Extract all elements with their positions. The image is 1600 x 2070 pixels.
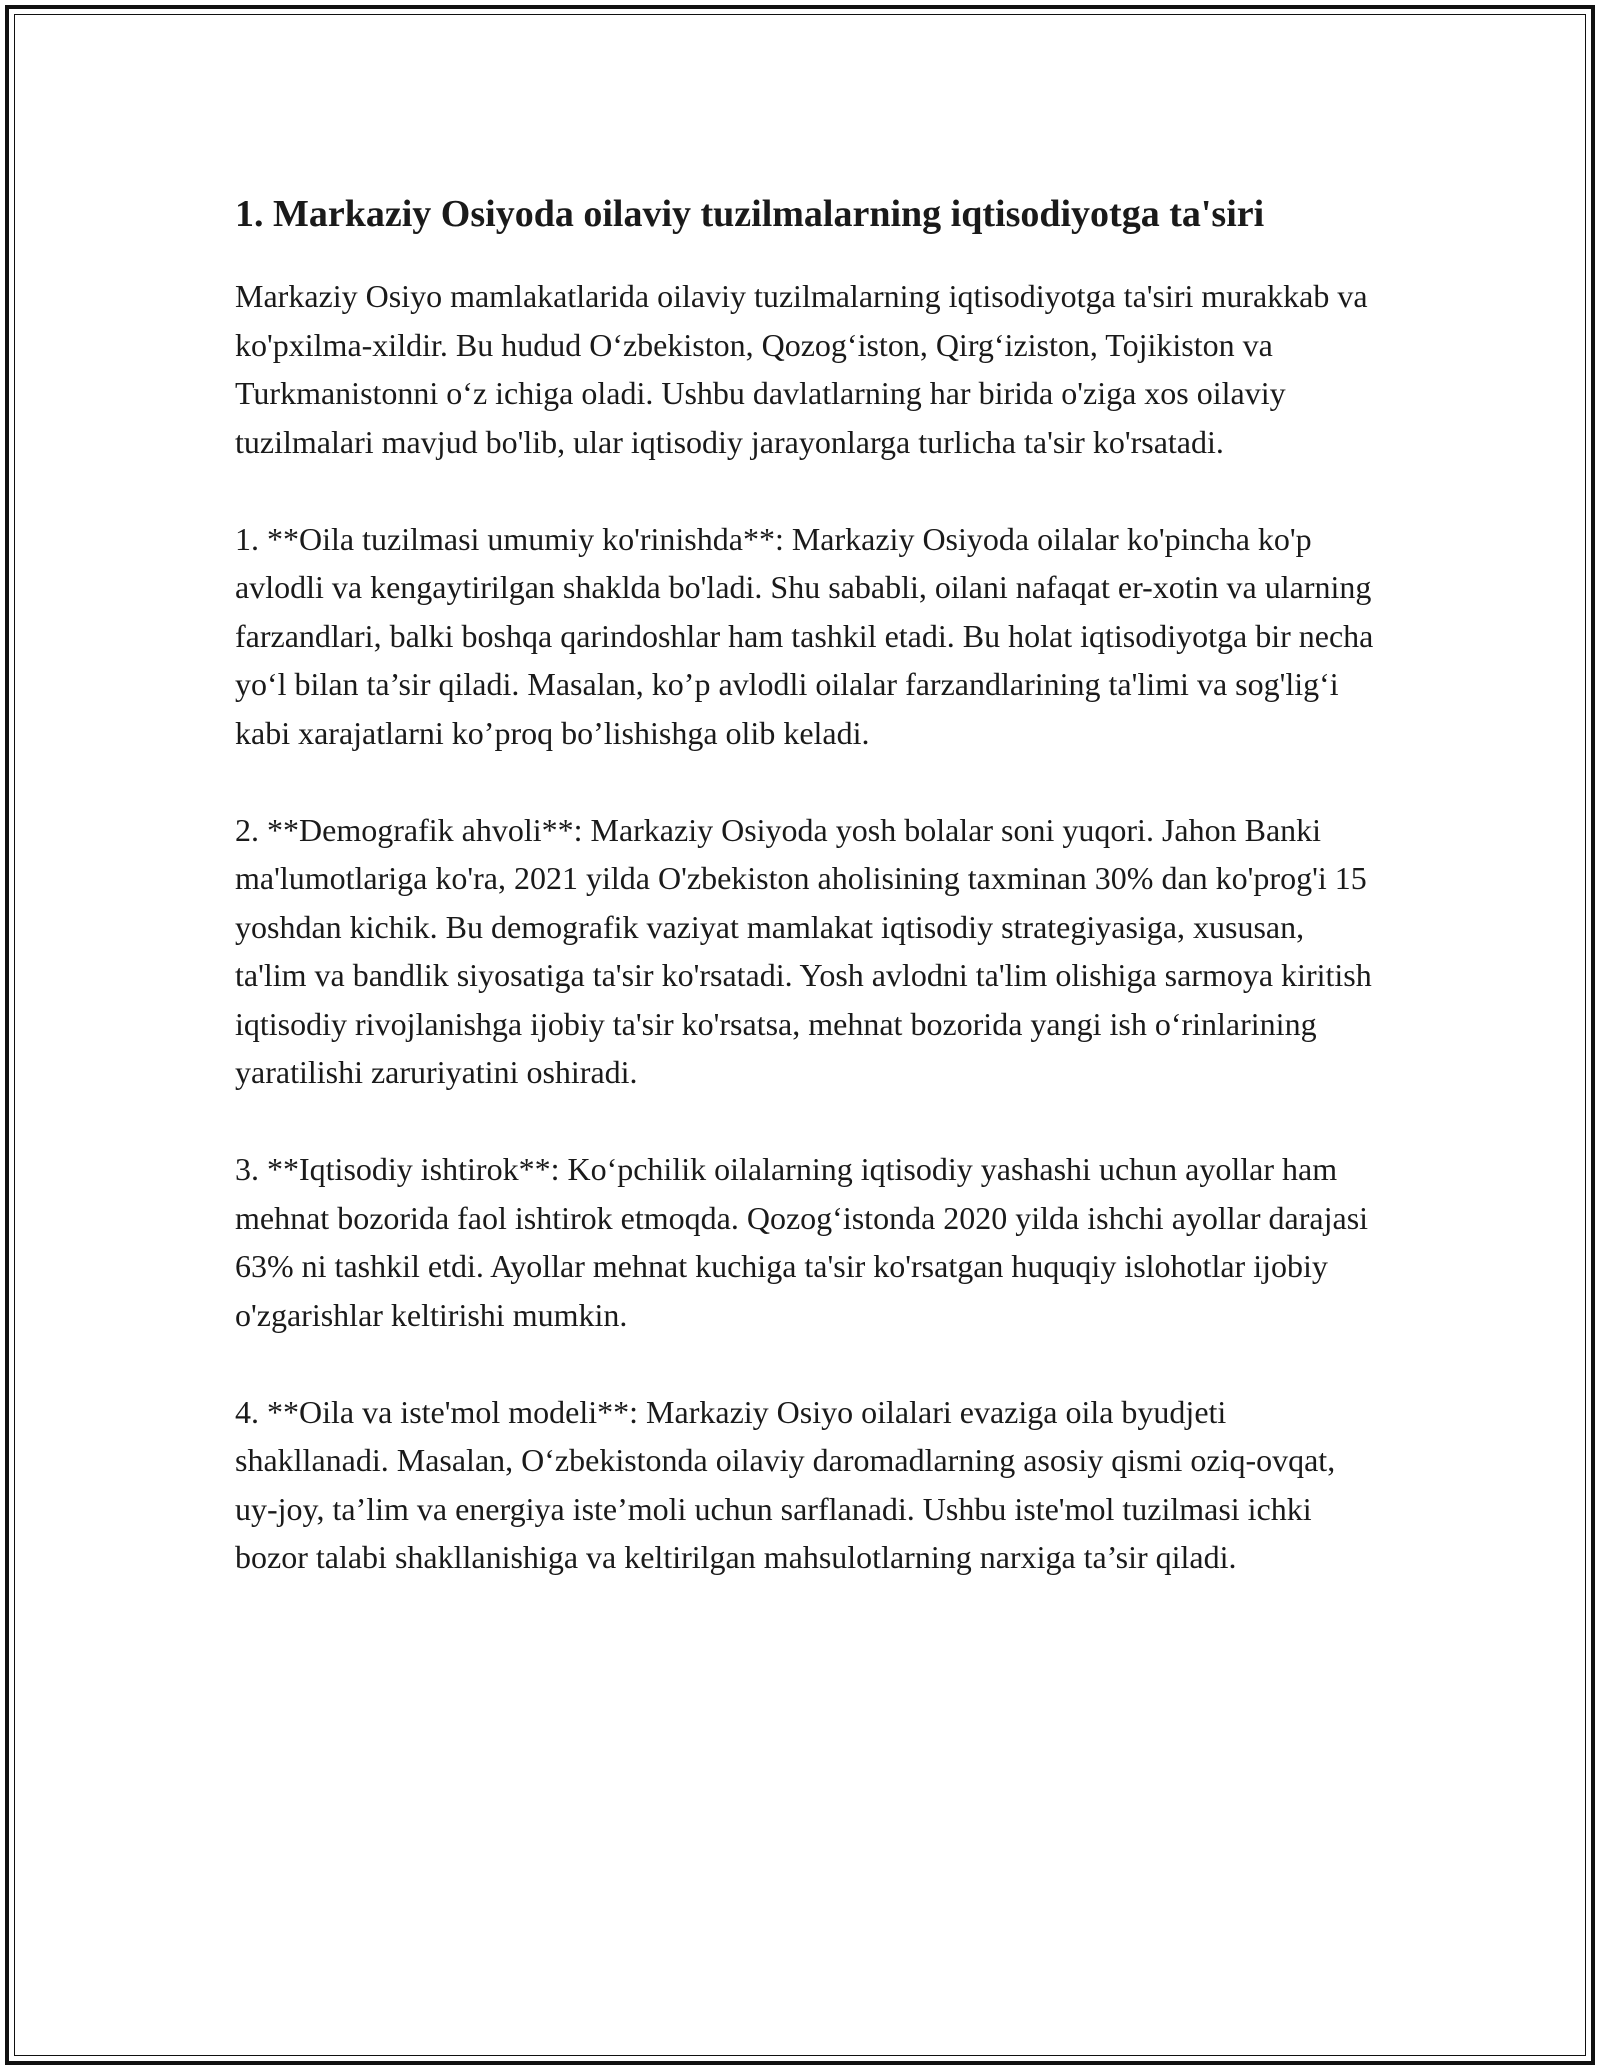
paragraph-economic-participation: 3. **Iqtisodiy ishtirok**: Ko‘pchilik oilalarning iqtisodiy yashashi uchun ayollar ham mehnat bozorida faol ishtirok etmoqda. Qozog‘istonda 2020 yilda ishchi ayollar darajasi 63% ni tashkil etdi. Ayollar mehnat kuchiga ta'sir ko'rsatgan huquqiy islohotlar ijobiy o'zgarishlar keltirishi mumkin. (235, 1151, 1369, 1333)
intro-paragraph: Markaziy Osiyo mamlakatlarida oilaviy tuzilmalarning iqtisodiyotga ta'siri murakkab va ko'pxilma-xildir. Bu hudud O‘zbekiston, Qozog‘iston, Qirg‘iziston, Tojikiston va Turkmanistonni o‘z ichiga oladi. Ushbu davlatlarning har birida o'ziga xos oilaviy tuzilmalari mavjud bo'lib, ular iqtisodiy jarayonlarga turlicha ta'sir ko'rsatadi. (235, 278, 1368, 460)
paragraph-family-structure: 1. **Oila tuzilmasi umumiy ko'rinishda**: Markaziy Osiyoda oilalar ko'pincha ko'p avlodli va kengaytirilgan shaklda bo'ladi. Shu sababli, oilani nafaqat er-xotin va ularning farzandlari, balki boshqa qarindoshlar ham tashkil etadi. Bu holat iqtisodiyotga bir necha yo‘l bilan ta’sir qiladi. Masalan, ko’p avlodli oilalar farzandlarining ta'limi va sog'lig‘i kabi xarajatlarni ko’proq bo’lishishga olib keladi. (235, 520, 1374, 751)
paragraph-demographics: 2. **Demografik ahvoli**: Markaziy Osiyoda yosh bolalar soni yuqori. Jahon Banki ma'lumotlariga ko'ra, 2021 yilda O'zbekiston aholisining taxminan 30% dan ko'prog'i 15 yoshdan kichik. Bu demografik vaziyat mamlakat iqtisodiy strategiyasiga, xususan, ta'lim va bandlik siyosatiga ta'sir ko'rsatadi. Yosh avlodni ta'lim olishiga sarmoya kiritish iqtisodiy rivojlanishga ijobiy ta'sir ko'rsatsa, mehnat bozorida yangi ish o‘rinlarining yaratilishi zaruriyatini oshiradi. (235, 811, 1372, 1090)
section-title: 1. Markaziy Osiyoda oilaviy tuzilmalarning iqtisodiyotga ta'siri (235, 193, 1265, 235)
paragraph-consumption-model: 4. **Oila va iste'mol modeli**: Markaziy Osiyo oilalari evaziga oila byudjeti shakllanadi. Masalan, O‘zbekistonda oilaviy daromadlarning asosiy qismi oziq-ovqat, uy-joy, ta’lim va energiya iste’moli uchun sarflanadi. Ushbu iste'mol tuzilmasi ichki bozor talabi shakllanishiga va keltirilgan mahsulotlarning narxiga ta’sir qiladi. (235, 1393, 1336, 1575)
document-body (235, 186, 1375, 1630)
